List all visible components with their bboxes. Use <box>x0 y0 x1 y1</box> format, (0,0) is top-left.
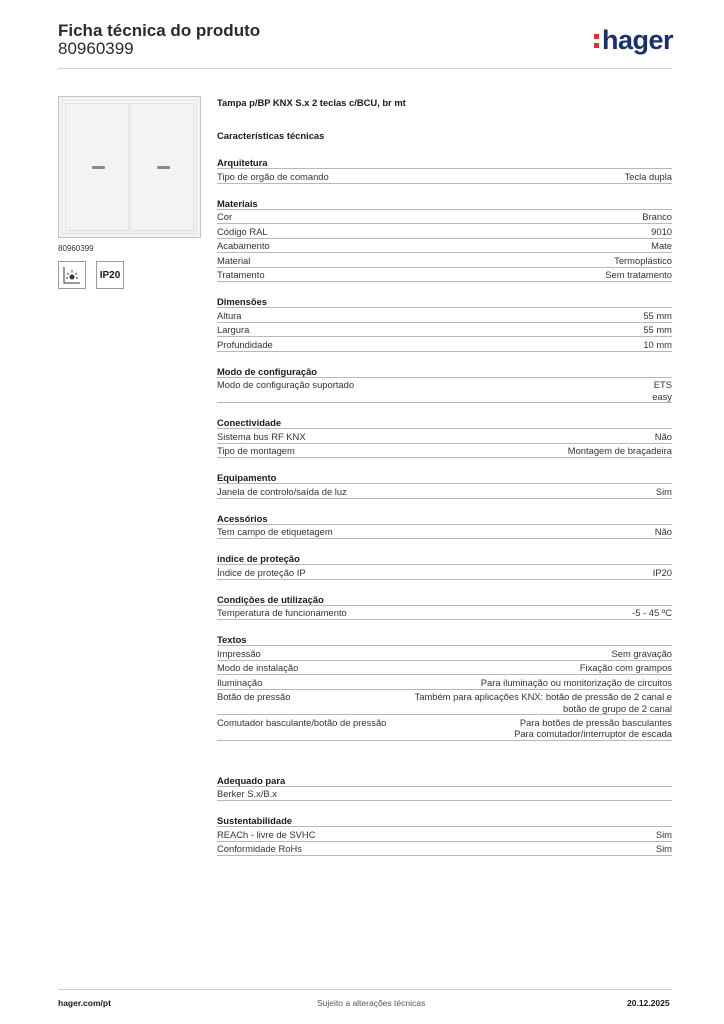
spec-label: Modo de instalação <box>217 662 299 673</box>
spec-section <box>217 593 672 621</box>
spec-row <box>217 565 672 580</box>
spec-row <box>217 484 672 499</box>
spec-row <box>217 661 672 676</box>
spec-row <box>217 646 672 661</box>
spec-value: Sim <box>655 828 672 840</box>
spec-section <box>217 552 672 580</box>
spec-row <box>217 525 672 540</box>
spec-label: Berker S.x/B.x <box>217 788 277 799</box>
spec-value: 55 mm <box>643 324 672 335</box>
spec-row <box>217 787 672 802</box>
spec-value: 55 mm <box>643 309 672 321</box>
spec-label: Índice de proteção IP <box>217 566 306 578</box>
spec-label: Sistema bus RF KNX <box>217 430 306 442</box>
section-spacer <box>217 741 672 761</box>
spec-sections <box>217 156 672 856</box>
spec-row <box>217 224 672 239</box>
logo-dots <box>593 26 601 48</box>
spec-label: Temperatura de funcionamento <box>217 607 347 618</box>
spec-label: Tipo de montagem <box>217 445 295 456</box>
spec-label: Cor <box>217 211 233 222</box>
spec-row <box>217 715 672 741</box>
logo-text: hager <box>602 25 674 55</box>
ip-rating-icon: IP20 <box>96 261 124 289</box>
spec-value: Branco <box>642 211 672 222</box>
spec-row <box>217 268 672 283</box>
spec-value: Sem tratamento <box>605 269 672 280</box>
section-title: índice de proteção <box>217 552 672 565</box>
spec-row <box>217 210 672 225</box>
spec-section <box>217 774 672 802</box>
spec-value: Sim <box>655 843 672 854</box>
spec-value: 10 mm <box>643 338 672 350</box>
spec-section <box>217 416 672 458</box>
section-title: Condições de utilização <box>217 593 672 606</box>
spec-row <box>217 239 672 254</box>
spec-section <box>217 197 672 283</box>
spec-row <box>217 253 672 268</box>
led-indicator <box>157 166 170 169</box>
spec-section <box>217 814 672 856</box>
spec-value: Mate <box>651 240 672 251</box>
section-title: Adequado para <box>217 774 672 787</box>
product-image <box>58 96 201 238</box>
section-title: Dimensões <box>217 295 672 308</box>
spec-label: Profundidade <box>217 338 273 350</box>
footer-notice: Sujeito a alterações técnicas <box>317 998 426 1008</box>
product-title: Tampa p/BP KNX S.x 2 teclas c/BCU, br mt <box>217 97 406 108</box>
spec-row <box>217 378 672 404</box>
spec-value: Também para aplicações KNX: botão de pressão de 2 canal e botão de grupo de 2 canal <box>414 691 672 714</box>
spec-section <box>217 471 672 499</box>
led-indicator <box>92 166 105 169</box>
spec-row <box>217 323 672 338</box>
spec-label: Conformidade RoHs <box>217 843 302 854</box>
spec-section <box>217 512 672 540</box>
spec-label: Tipo de orgão de comando <box>217 170 329 182</box>
spec-content <box>217 96 672 856</box>
spec-value: Montagem de braçadeira <box>567 445 672 456</box>
section-title: Sustentabilidade <box>217 814 672 827</box>
spec-value: Para botões de pressão basculantes Para comutador/interruptor de escada <box>514 716 672 739</box>
spec-value: Tecla dupla <box>624 170 672 182</box>
section-title: Arquitetura <box>217 156 672 169</box>
spec-label: Modo de configuração suportado <box>217 379 355 390</box>
spec-label: Iluminação <box>217 676 263 688</box>
spec-value: Sem gravação <box>611 647 672 659</box>
right-rocker <box>130 103 194 231</box>
spec-section <box>217 295 672 352</box>
spec-row <box>217 827 672 842</box>
footer-date: 20.12.2025 <box>627 998 670 1008</box>
spec-heading: Características técnicas <box>217 130 325 141</box>
section-title: Acessórios <box>217 512 672 525</box>
spec-label: Comutador basculante/botão de pressão <box>217 716 387 728</box>
document-title: Ficha técnica do produto <box>58 21 261 40</box>
spec-label: Material <box>217 254 251 266</box>
spec-section <box>217 633 672 741</box>
section-title: Equipamento <box>217 471 672 484</box>
spec-row <box>217 308 672 323</box>
spec-label: REACh - livre de SVHC <box>217 828 316 840</box>
spec-row <box>217 169 672 184</box>
spec-label: Tratamento <box>217 269 265 280</box>
spec-label: Janela de controlo/saída de luz <box>217 485 347 497</box>
spec-row <box>217 690 672 716</box>
spec-label: Impressão <box>217 647 261 659</box>
section-title: Materiais <box>217 197 672 210</box>
spec-label: Botão de pressão <box>217 691 291 702</box>
spec-value: Para iluminação ou monitorização de circuitos <box>480 676 672 688</box>
lamp-icon <box>58 261 86 289</box>
section-title: Modo de configuração <box>217 365 672 378</box>
spec-label: Altura <box>217 309 242 321</box>
spec-value: IP20 <box>652 566 672 578</box>
spec-value: Não <box>654 526 672 537</box>
spec-row <box>217 606 672 621</box>
left-rocker <box>65 103 129 231</box>
spec-label: Código RAL <box>217 225 268 237</box>
spec-label: Largura <box>217 324 250 335</box>
spec-value: Não <box>654 430 672 442</box>
spec-value: 9010 <box>651 225 672 237</box>
image-code: 80960399 <box>58 244 94 253</box>
spec-value: Fixação com grampos <box>579 662 672 673</box>
header-divider <box>58 68 672 69</box>
spec-row <box>217 444 672 459</box>
footer-website: hager.com/pt <box>58 998 111 1008</box>
spec-label: Tem campo de etiquetagem <box>217 526 333 537</box>
spec-row <box>217 675 672 690</box>
spec-section <box>217 365 672 404</box>
hager-logo <box>593 26 673 57</box>
product-code: 80960399 <box>58 39 134 58</box>
spec-value: Sim <box>655 485 672 497</box>
spec-value: Termoplástico <box>614 254 672 266</box>
spec-row <box>217 337 672 352</box>
spec-section <box>217 156 672 184</box>
spec-row <box>217 429 672 444</box>
section-title: Conectividade <box>217 416 672 429</box>
section-title: Textos <box>217 633 672 646</box>
spec-label: Acabamento <box>217 240 270 251</box>
spec-row <box>217 842 672 857</box>
footer-divider <box>58 989 672 990</box>
spec-value: ETS easy <box>652 379 672 402</box>
spec-value: -5 - 45 ºC <box>632 607 672 618</box>
